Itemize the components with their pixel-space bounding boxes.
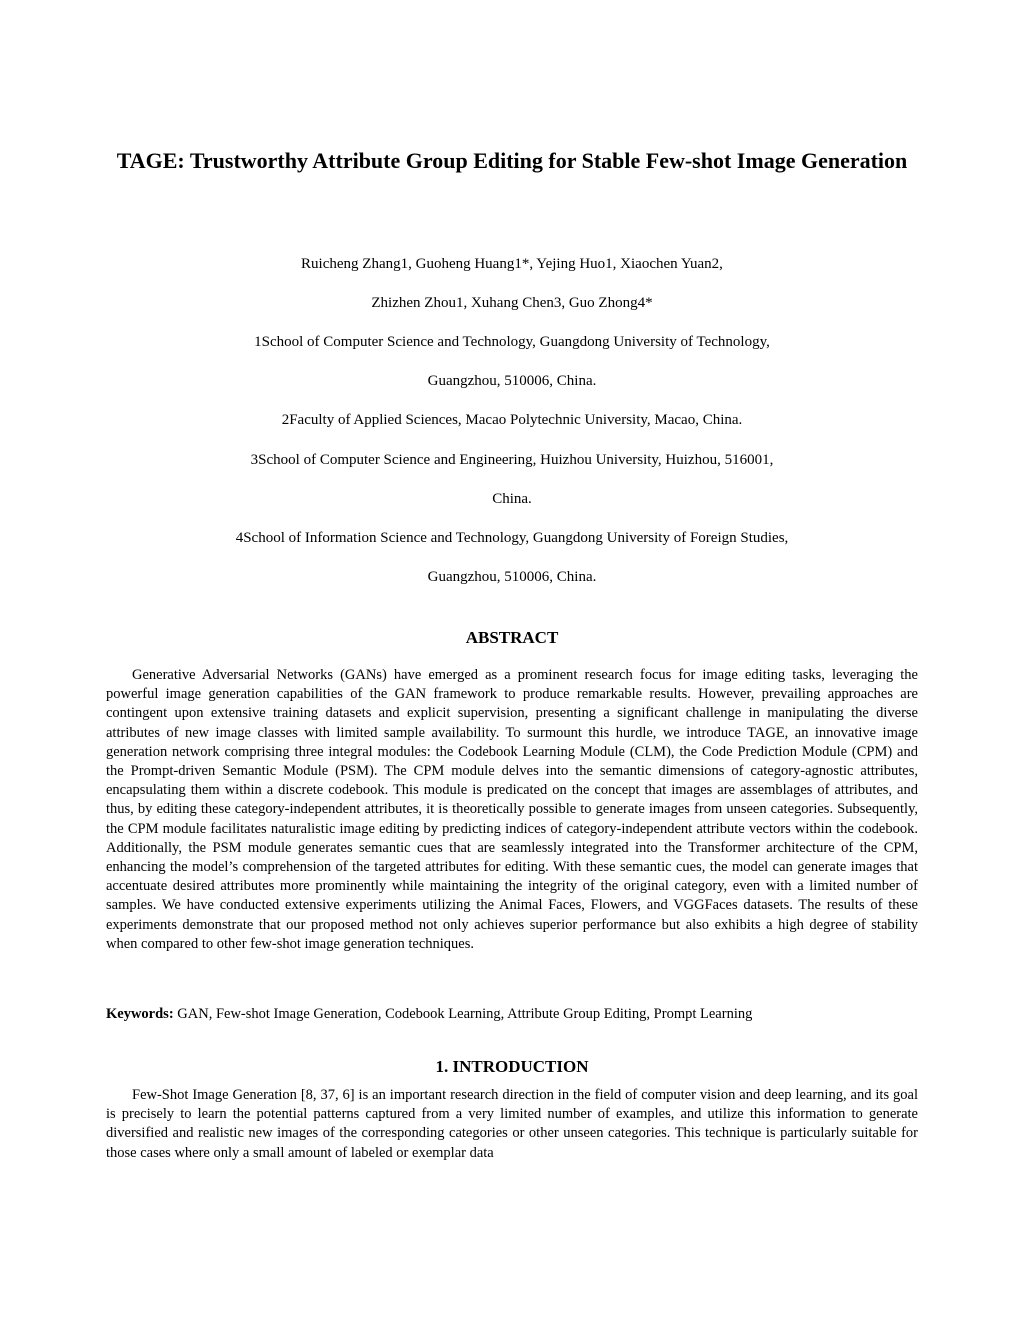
- keywords-label: Keywords:: [106, 1006, 174, 1022]
- affiliation-line-5: China.: [492, 491, 532, 507]
- affiliation-line-7: Guangzhou, 510006, China.: [427, 569, 597, 585]
- affiliation-line-1: 1School of Computer Science and Technology, Guangdong University of Technology,: [254, 334, 770, 350]
- author-line-1: Ruicheng Zhang1, Guoheng Huang1*, Yejing Huo1, Xiaochen Yuan2,: [301, 256, 723, 272]
- keywords-line: [106, 1005, 918, 1024]
- author-line-2: Zhizhen Zhou1, Xuhang Chen3, Guo Zhong4*: [371, 295, 653, 311]
- introduction-body: Few-Shot Image Generation [8, 37, 6] is an important research direction in the field of computer vision and deep learning, and its goal is precisely to learn the potential patterns captured from a very limited number of examples, and utilize this information to generate diversified and realistic new images of the corresponding categories or other unseen categories. This technique is particularly suitable for those cases where only a small amount of labeled or exemplar data: [106, 1087, 918, 1161]
- affiliation-line-2: Guangzhou, 510006, China.: [427, 373, 597, 389]
- abstract-body: Generative Adversarial Networks (GANs) have emerged as a prominent research focus for image editing tasks, leveraging the powerful image generation capabilities of the GAN framework to produce remarkable results. However, prevailing approaches are contingent upon extensive training datasets and explicit supervision, presenting a significant challenge in manipulating the diverse attributes of new image classes with limited sample availability. To surmount this hurdle, we introduce TAGE, an innovative image generation network comprising three integral modules: the Codebook Learning Module (CLM), the Code Prediction Module (CPM) and the Prompt-driven Semantic Module (PSM). The CPM module delves into the semantic dimensions of category-agnostic attributes, encapsulating them within a discrete codebook. This module is predicated on the concept that images are assemblages of attributes, and thus, by editing these category-independent attributes, it is theoretically possible to generate images from unseen categories. Subsequently, the CPM module facilitates naturalistic image editing by predicting indices of category-independent attribute vectors within the codebook. Additionally, the PSM module generates semantic cues that are seamlessly integrated into the Transformer architecture of the CPM, enhancing the model’s comprehension of the targeted attributes for editing. With these semantic cues, the model can generate images that accentuate desired attributes more prominently while maintaining the integrity of the original category, even with a limited number of samples. We have conducted extensive experiments utilizing the Animal Faces, Flowers, and VGGFaces datasets. The results of these experiments demonstrate that our proposed method not only achieves superior performance but also exhibits a high degree of stability when compared to other few-shot image generation techniques.: [106, 667, 918, 952]
- keywords-text: GAN, Few-shot Image Generation, Codebook Learning, Attribute Group Editing, Prompt Learning: [177, 1006, 753, 1022]
- introduction-heading: 1. INTRODUCTION: [435, 1057, 589, 1076]
- abstract-heading: ABSTRACT: [465, 628, 559, 647]
- affiliation-line-4: 3School of Computer Science and Engineering, Huizhou University, Huizhou, 516001,: [250, 452, 774, 468]
- paper-title: TAGE: Trustworthy Attribute Group Editing for Stable Few-shot Image Generation: [116, 148, 908, 173]
- affiliation-line-6: 4School of Information Science and Technology, Guangdong University of Foreign Studies,: [235, 530, 789, 546]
- affiliation-line-3: 2Faculty of Applied Sciences, Macao Polytechnic University, Macao, China.: [281, 412, 743, 428]
